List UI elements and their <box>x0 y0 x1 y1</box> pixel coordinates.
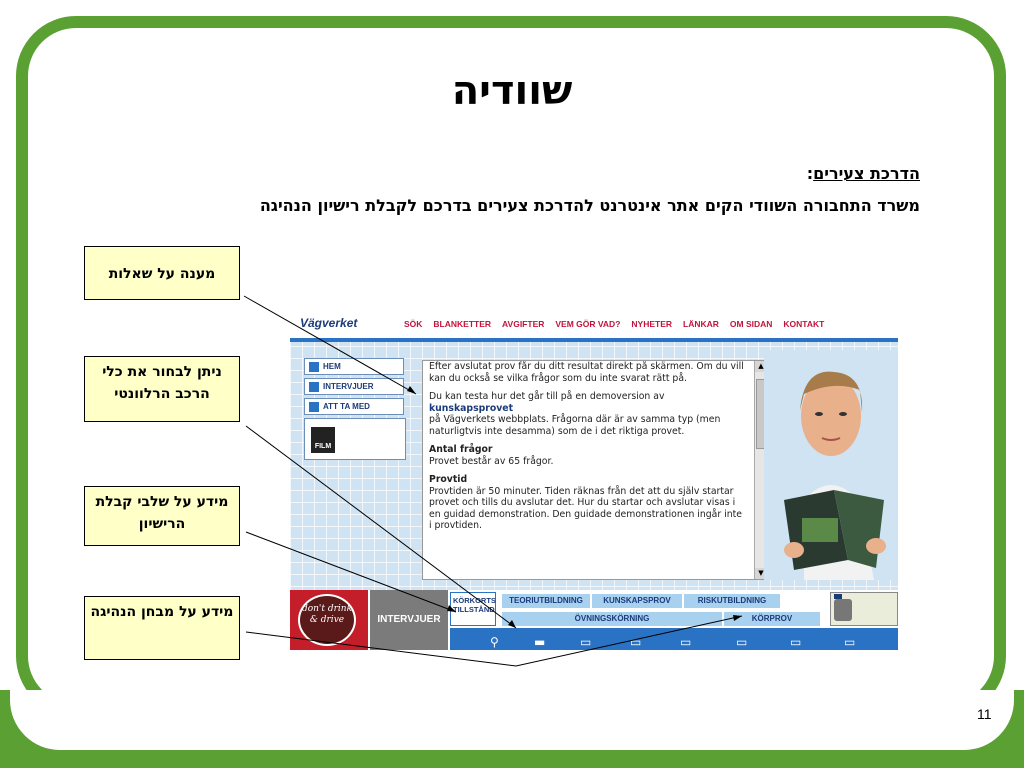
menu-item-label: HEM <box>323 362 341 371</box>
menu-item-label: INTERVJUER <box>323 382 374 391</box>
scroll-down-icon[interactable]: ▼ <box>755 568 767 579</box>
nav-item-lankar[interactable]: LÄNKAR <box>683 319 719 329</box>
step-kunskapsprov[interactable]: KUNSKAPSPROV <box>592 594 682 608</box>
nav-item-vem-gor-vad[interactable]: VEM GÖR VAD? <box>555 319 621 329</box>
callout-license-stages: מידע על שלבי קבלת הרישיון <box>84 486 240 546</box>
content-heading: Provtid <box>429 474 468 485</box>
moped-icon[interactable]: ▭ <box>580 635 592 649</box>
section-heading-colon: : <box>806 164 814 183</box>
callout-driving-test: מידע על מבחן הנהיגה <box>84 596 240 660</box>
step-teoriutbildning[interactable]: TEORIUTBILDNING <box>502 594 590 608</box>
callout-line-test <box>246 616 742 666</box>
dont-drink-drive-text: don't drink & drive <box>301 604 353 625</box>
truck-icon[interactable]: ▭ <box>736 635 748 649</box>
kunskapsprovet-link[interactable]: kunskapsprovet <box>429 402 514 414</box>
scroll-up-icon[interactable]: ▲ <box>755 361 767 372</box>
callout-vehicle-choice: ניתן לבחור את כלי הרכב הרלוונטי <box>84 356 240 422</box>
arrowhead <box>407 386 416 394</box>
tractor-icon[interactable]: ▭ <box>630 635 642 649</box>
nav-item-om-sidan[interactable]: OM SIDAN <box>729 319 773 329</box>
menu-item-label: ATT TA MED <box>323 402 370 411</box>
intervjuer-banner-label: INTERVJUER <box>377 614 441 625</box>
callout-line-vehicles <box>246 426 516 628</box>
car-icon[interactable]: ▬ <box>534 635 546 649</box>
arrowhead <box>733 615 742 621</box>
content-text-segment: Provet består av 65 frågor. <box>429 455 554 467</box>
bus-icon[interactable]: ▭ <box>844 635 856 649</box>
content-heading: Antal frågor <box>429 444 493 455</box>
slide-title: שוודיה <box>451 68 573 114</box>
clapperboard-icon: FILM <box>311 427 335 453</box>
nav-item-sok[interactable]: SÖK <box>404 319 423 329</box>
nav-item-kontakt[interactable]: KONTAKT <box>783 319 825 329</box>
content-text-segment: på Vägverkets webbplats. Frågorna där är av samma typ (men naturligtvis inte desamma) som de i det riktiga provet. <box>429 414 721 437</box>
slide-description: משרד התחבורה השוודי הקים אתר אינטרנט להדרכת צעירים בדרכם לקבלת רישיון הנהיגה <box>259 196 920 215</box>
korkortstillstand-step[interactable]: KÖRKORTS TILLSTÅND <box>450 592 496 626</box>
content-paragraph: Efter avslutat prov får du ditt resultat direkt på skärmen. Om du vill kan du också se vilka frågor som du inte svarat rätt på. <box>429 361 744 384</box>
bicycle-icon[interactable]: ⚲ <box>490 635 499 649</box>
van-icon[interactable]: ▭ <box>680 635 692 649</box>
nav-item-avgifter[interactable]: AVGIFTER <box>502 319 545 329</box>
content-text-segment: Du kan testa hur det går till på en demoversion av <box>429 391 665 402</box>
step-ovningskorning[interactable]: ÖVNINGSKÖRNING <box>502 612 722 626</box>
site-brand[interactable]: Vägverket <box>300 316 358 330</box>
step-riskutbildning[interactable]: RISKUTBILDNING <box>684 594 780 608</box>
callout-line-stages <box>246 532 456 612</box>
arrowhead <box>447 605 456 612</box>
trailer-truck-icon[interactable]: ▭ <box>790 635 802 649</box>
page-number: 11 <box>977 706 992 722</box>
callout-questions: מענה על שאלות <box>84 246 240 300</box>
content-text-segment: Provtiden är 50 minuter. Tiden räknas från det att du själv startar provet och tills du avslutar det. Hur du startar och avslutar visas i en guidad demonstration. Den guidade demonstrationen ingår inte i provtiden. <box>429 485 742 531</box>
section-heading-text: הדרכת צעירים <box>813 164 920 183</box>
nav-item-blanketter[interactable]: BLANKETTER <box>433 319 492 329</box>
callout-line-questions <box>244 296 416 394</box>
step-korprov[interactable]: KÖRPROV <box>724 612 820 626</box>
arrowhead <box>508 620 516 628</box>
organization-logo: אור ירוק <box>40 694 224 745</box>
nav-item-nyheter[interactable]: NYHETER <box>631 319 673 329</box>
